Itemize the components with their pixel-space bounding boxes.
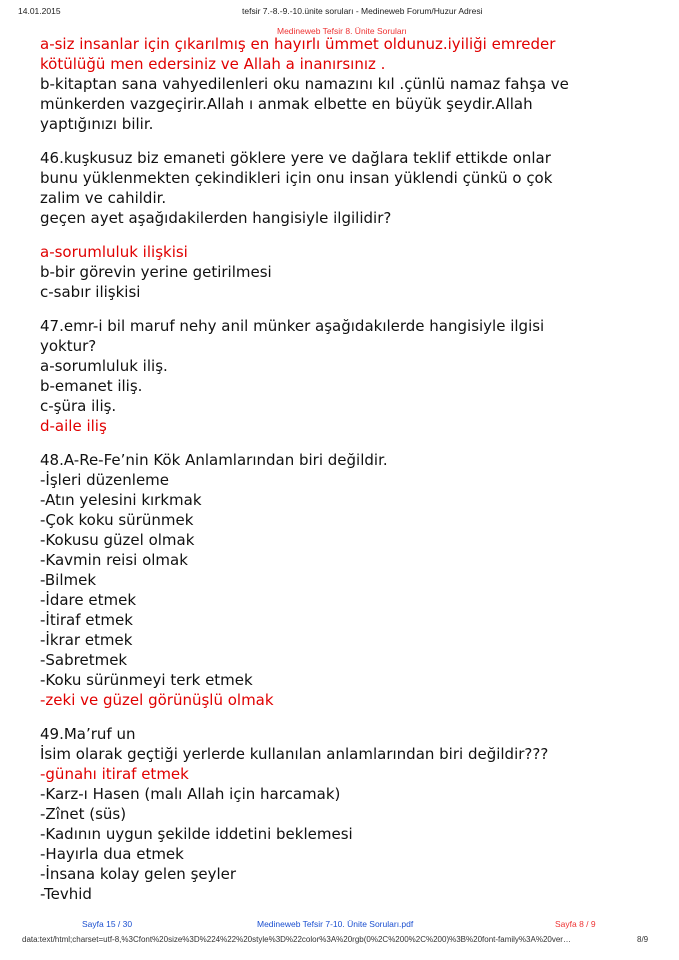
answer-line: a-sorumluluk ilişkisi <box>40 243 188 261</box>
text-line: zalim ve cahildir. <box>40 189 167 207</box>
answer-line: -zeki ve güzel görünüşlü olmak <box>40 691 274 709</box>
text-line: b-bir görevin yerine getirilmesi <box>40 263 272 281</box>
print-url: data:text/html;charset=utf-8,%3Cfont%20size%3D%224%22%20style%3D%22color%3A%20rgb(0%2C%200%2C%200)%3B%20font-family%3A%20ver… <box>22 935 571 944</box>
text-line: c-şüra iliş. <box>40 397 117 415</box>
text-line: yoktur? <box>40 337 97 355</box>
text-line: İsim olarak geçtiği yerlerde kullanılan anlamlarından biri değildir??? <box>40 745 549 763</box>
paragraph-gap <box>40 228 660 242</box>
text-line: yaptığınızı bilir. <box>40 115 154 133</box>
print-page-number: 8/9 <box>637 935 649 944</box>
text-line: -İkrar etmek <box>40 631 133 649</box>
text-line: -İtiraf etmek <box>40 611 133 629</box>
text-line: -Kokusu güzel olmak <box>40 531 195 549</box>
text-line: 47.emr-i bil maruf nehy anil münker aşağıdakılerde hangisiyle ilgisi <box>40 317 545 335</box>
document-body <box>40 34 660 904</box>
text-line: -İnsana kolay gelen şeyler <box>40 865 237 883</box>
text-line: b-kitaptan sana vahyedilenleri oku namazını kıl .çünlü namaz fahşa ve <box>40 75 569 93</box>
text-line: 48.A-Re-Fe’nin Kök Anlamlarından biri değildir. <box>40 451 388 469</box>
text-line: b-emanet iliş. <box>40 377 143 395</box>
answer-line: kötülüğü men edersiniz ve Allah a inanırsınız . <box>40 55 386 73</box>
text-line: münkerden vazgeçirir.Allah ı anmak elbette en büyük şeydir.Allah <box>40 95 533 113</box>
text-line: -Tevhid <box>40 885 92 903</box>
footer-page-left: Sayfa 15 / 30 <box>82 919 133 929</box>
paragraph-gap <box>40 710 660 724</box>
text-line: bunu yüklenmekten çekindikleri için onu insan yüklendi çünkü o çok <box>40 169 553 187</box>
text-line: -İdare etmek <box>40 591 137 609</box>
text-line: -Çok koku sürünmek <box>40 511 194 529</box>
paragraph-gap <box>40 302 660 316</box>
paragraph-gap <box>40 436 660 450</box>
text-line: -Sabretmek <box>40 651 128 669</box>
text-line: -İşleri düzenleme <box>40 471 170 489</box>
text-line: -Zînet (süs) <box>40 805 127 823</box>
text-line: 49.Ma’ruf un <box>40 725 136 743</box>
paragraph-gap <box>40 134 660 148</box>
header-subtitle-link[interactable]: Medineweb Tefsir 8. Ünite Soruları <box>277 26 407 36</box>
text-line: -Kavmin reisi olmak <box>40 551 188 569</box>
answer-line: a-siz insanlar için çıkarılmış en hayırlı ümmet oldunuz.iyiliği emreder <box>40 35 556 53</box>
text-line: geçen ayet aşağıdakilerden hangisiyle ilgilidir? <box>40 209 392 227</box>
text-line: a-sorumluluk iliş. <box>40 357 168 375</box>
footer-document-title[interactable]: Medineweb Tefsir 7-10. Ünite Soruları.pdf <box>257 919 414 929</box>
answer-line: -günahı itiraf etmek <box>40 765 189 783</box>
text-line: 46.kuşkusuz biz emaneti göklere yere ve dağlara teklif ettikde onlar <box>40 149 551 167</box>
text-line: c-sabır ilişkisi <box>40 283 141 301</box>
text-line: -Koku sürünmeyi terk etmek <box>40 671 253 689</box>
text-line: -Bilmek <box>40 571 97 589</box>
header-page-title: tefsir 7.-8.-9.-10.ünite soruları - Medineweb Forum/Huzur Adresi <box>242 6 483 16</box>
text-line: -Karz-ı Hasen (malı Allah için harcamak) <box>40 785 341 803</box>
footer-page-right: Sayfa 8 / 9 <box>555 919 596 929</box>
header-date: 14.01.2015 <box>18 6 61 16</box>
text-line: -Hayırla dua etmek <box>40 845 184 863</box>
text-line: -Kadının uygun şekilde iddetini beklemesi <box>40 825 353 843</box>
text-line: -Atın yelesini kırkmak <box>40 491 202 509</box>
answer-line: d-aile iliş <box>40 417 107 435</box>
